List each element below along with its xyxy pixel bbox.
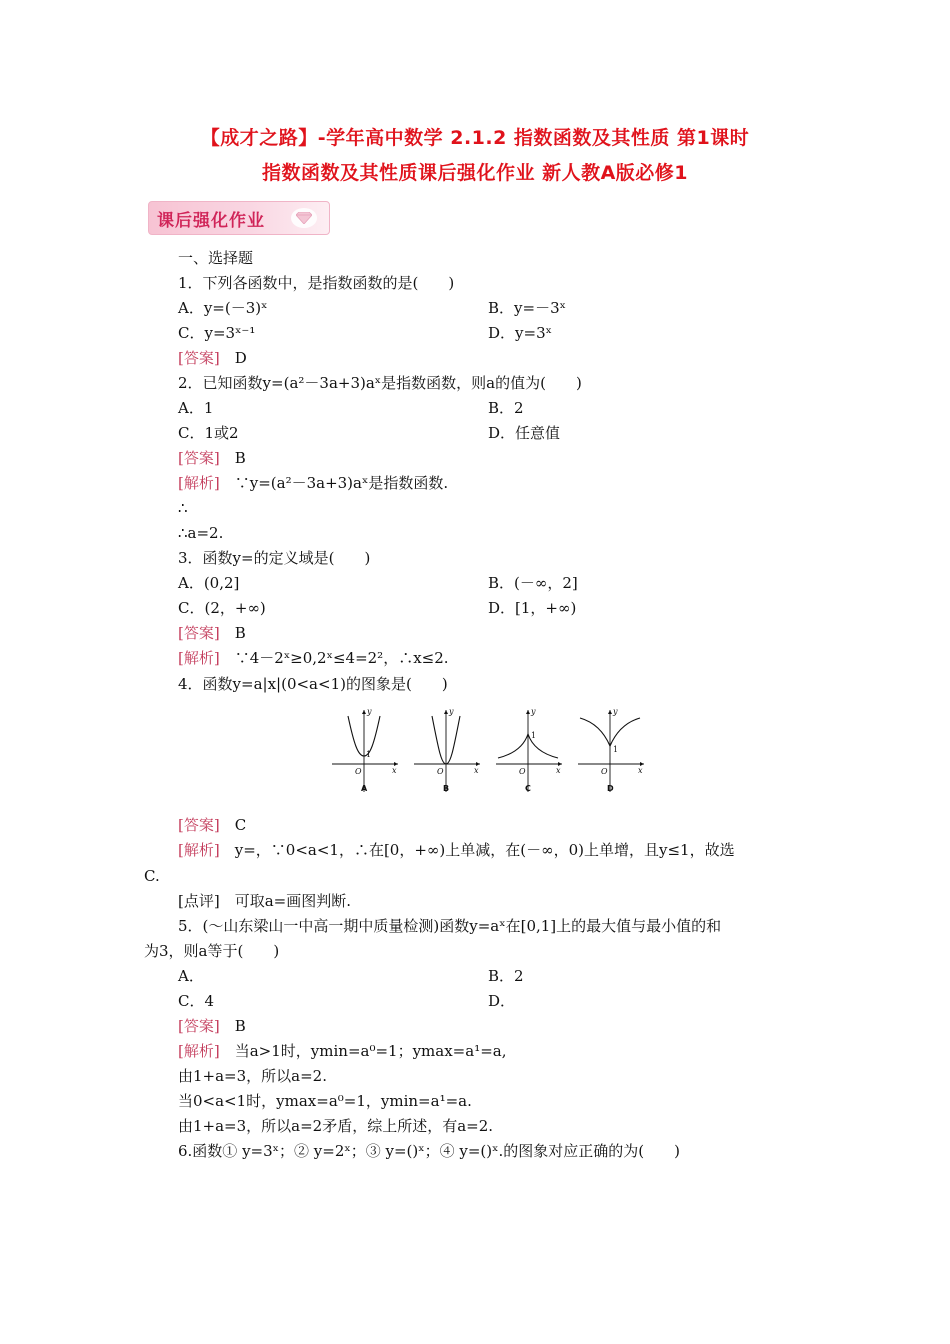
graph-label-b: B [443, 784, 450, 793]
q5-explanation-3: 当0<a<1时，ymax=a⁰=1，ymin=a¹=a. [178, 1092, 472, 1110]
q4-graph-figure [328, 702, 658, 798]
question-3: 3．函数y=的定义域是( ) [178, 549, 371, 567]
q1-answer [178, 348, 247, 368]
explanation-text: y=，∵0<a<1，∴在[0，+∞)上单减，在(－∞，0)上单增，且y≤1，故选 [234, 841, 735, 859]
explanation-tag: [解析] [178, 1042, 220, 1060]
q2-explanation-2: ∴ [178, 499, 188, 517]
axis-y-label: y [531, 707, 536, 716]
question-4: 4．函数y=a|x|(0<a<1)的图象是( ) [178, 675, 448, 693]
question-2: 2．已知函数y=(a²－3a+3)aˣ是指数函数，则a的值为( ) [178, 374, 582, 392]
banner-label: 课后强化作业 [157, 211, 265, 231]
explanation-tag: [解析] [178, 841, 220, 859]
q3-explanation [178, 648, 449, 668]
answer-value: B [234, 1017, 246, 1035]
question-1: 1．下列各函数中，是指数函数的是( ) [178, 274, 455, 292]
q3-option-d: D．[1，+∞) [488, 599, 577, 617]
answer-tag: [答案] [178, 624, 220, 642]
graph-label-a: A [361, 784, 368, 793]
answer-tag: [答案] [178, 449, 220, 467]
q2-answer [178, 448, 246, 468]
q4-answer [178, 815, 246, 835]
origin-label: O [355, 767, 362, 776]
q3-option-b: B．(－∞，2] [488, 574, 578, 592]
q4-note: [点评] 可取a=画图判断. [178, 892, 351, 910]
q5-option-d: D． [488, 992, 516, 1010]
one-label: 1 [531, 731, 537, 740]
axis-y-label: y [613, 707, 618, 716]
q5-explanation-2: 由1+a=3，所以a=2. [178, 1067, 327, 1085]
q5-explanation-4: 由1+a=3，所以a=2矛盾，综上所述，有a=2. [178, 1117, 494, 1135]
q4-explanation-2: C. [144, 867, 160, 885]
explanation-tag: [解析] [178, 474, 220, 492]
axis-x-label: x [556, 766, 561, 775]
graph-d [578, 707, 644, 792]
graph-label-d: D [607, 784, 614, 793]
one-label: 1 [613, 745, 619, 754]
graph-label-c: C [525, 784, 531, 793]
diamond-icon [291, 208, 317, 228]
explanation-text: ∵4－2ˣ≥0,2ˣ≤4=2²，∴x≤2. [234, 649, 449, 667]
q4-explanation [178, 840, 735, 860]
q2-explanation-3: ∴a=2. [178, 524, 224, 542]
question-5: 5．(～山东梁山一中高一期中质量检测)函数y=aˣ在[0,1]上的最大值与最小值的和 [178, 917, 722, 935]
q2-option-b: B．2 [488, 399, 524, 417]
answer-value: B [234, 624, 246, 642]
graph-b [414, 707, 480, 792]
origin-label: O [601, 767, 608, 776]
axis-y-label: y [449, 707, 454, 716]
answer-value: D [234, 349, 247, 367]
doc-title-line1: 【成才之路】-学年高中数学 2.1.2 指数函数及其性质 第1课时 [200, 127, 750, 149]
section-heading: 一、选择题 [178, 249, 254, 267]
answer-tag: [答案] [178, 816, 220, 834]
q1-option-d: D．y=3ˣ [488, 324, 552, 342]
explanation-text: 当a>1时，ymin=a⁰=1；ymax=a¹=a, [234, 1042, 507, 1060]
q5-option-b: B．2 [488, 967, 524, 985]
graph-c [496, 707, 562, 792]
q5-explanation [178, 1041, 507, 1061]
q2-option-a: A．1 [178, 399, 214, 417]
answer-value: C [234, 816, 247, 834]
axis-x-label: x [638, 766, 643, 775]
origin-label: O [519, 767, 526, 776]
question-6: 6.函数① y=3ˣ；② y=2ˣ；③ y=()ˣ；④ y=()ˣ.的图象对应正确的为( ) [178, 1142, 680, 1160]
q2-option-c: C．1或2 [178, 424, 239, 442]
q3-option-a: A．(0,2] [178, 574, 240, 592]
question-5-line2: 为3，则a等于( ) [144, 942, 280, 960]
axis-x-label: x [474, 766, 479, 775]
q2-explanation [178, 473, 448, 493]
doc-title-line2: 指数函数及其性质课后强化作业 新人教A版必修1 [261, 162, 689, 184]
graph-a [332, 707, 398, 792]
section-banner [148, 201, 330, 235]
axis-x-label: x [392, 766, 397, 775]
explanation-tag: [解析] [178, 649, 220, 667]
q5-answer [178, 1016, 246, 1036]
answer-tag: [答案] [178, 1017, 220, 1035]
answer-tag: [答案] [178, 349, 220, 367]
q1-option-c: C．y=3ˣ⁻¹ [178, 324, 256, 342]
origin-label: O [437, 767, 444, 776]
q2-option-d: D．任意值 [488, 424, 561, 442]
answer-value: B [234, 449, 246, 467]
q1-option-a: A．y=(－3)ˣ [178, 299, 268, 317]
axis-y-label: y [367, 707, 372, 716]
q3-answer [178, 623, 246, 643]
q3-option-c: C．(2，+∞) [178, 599, 266, 617]
explanation-text: ∵y=(a²－3a+3)aˣ是指数函数. [234, 474, 449, 492]
q5-option-c: C．4 [178, 992, 215, 1010]
q1-option-b: B．y=－3ˣ [488, 299, 566, 317]
q5-option-a: A． [178, 967, 204, 985]
one-label: 1 [366, 750, 372, 759]
